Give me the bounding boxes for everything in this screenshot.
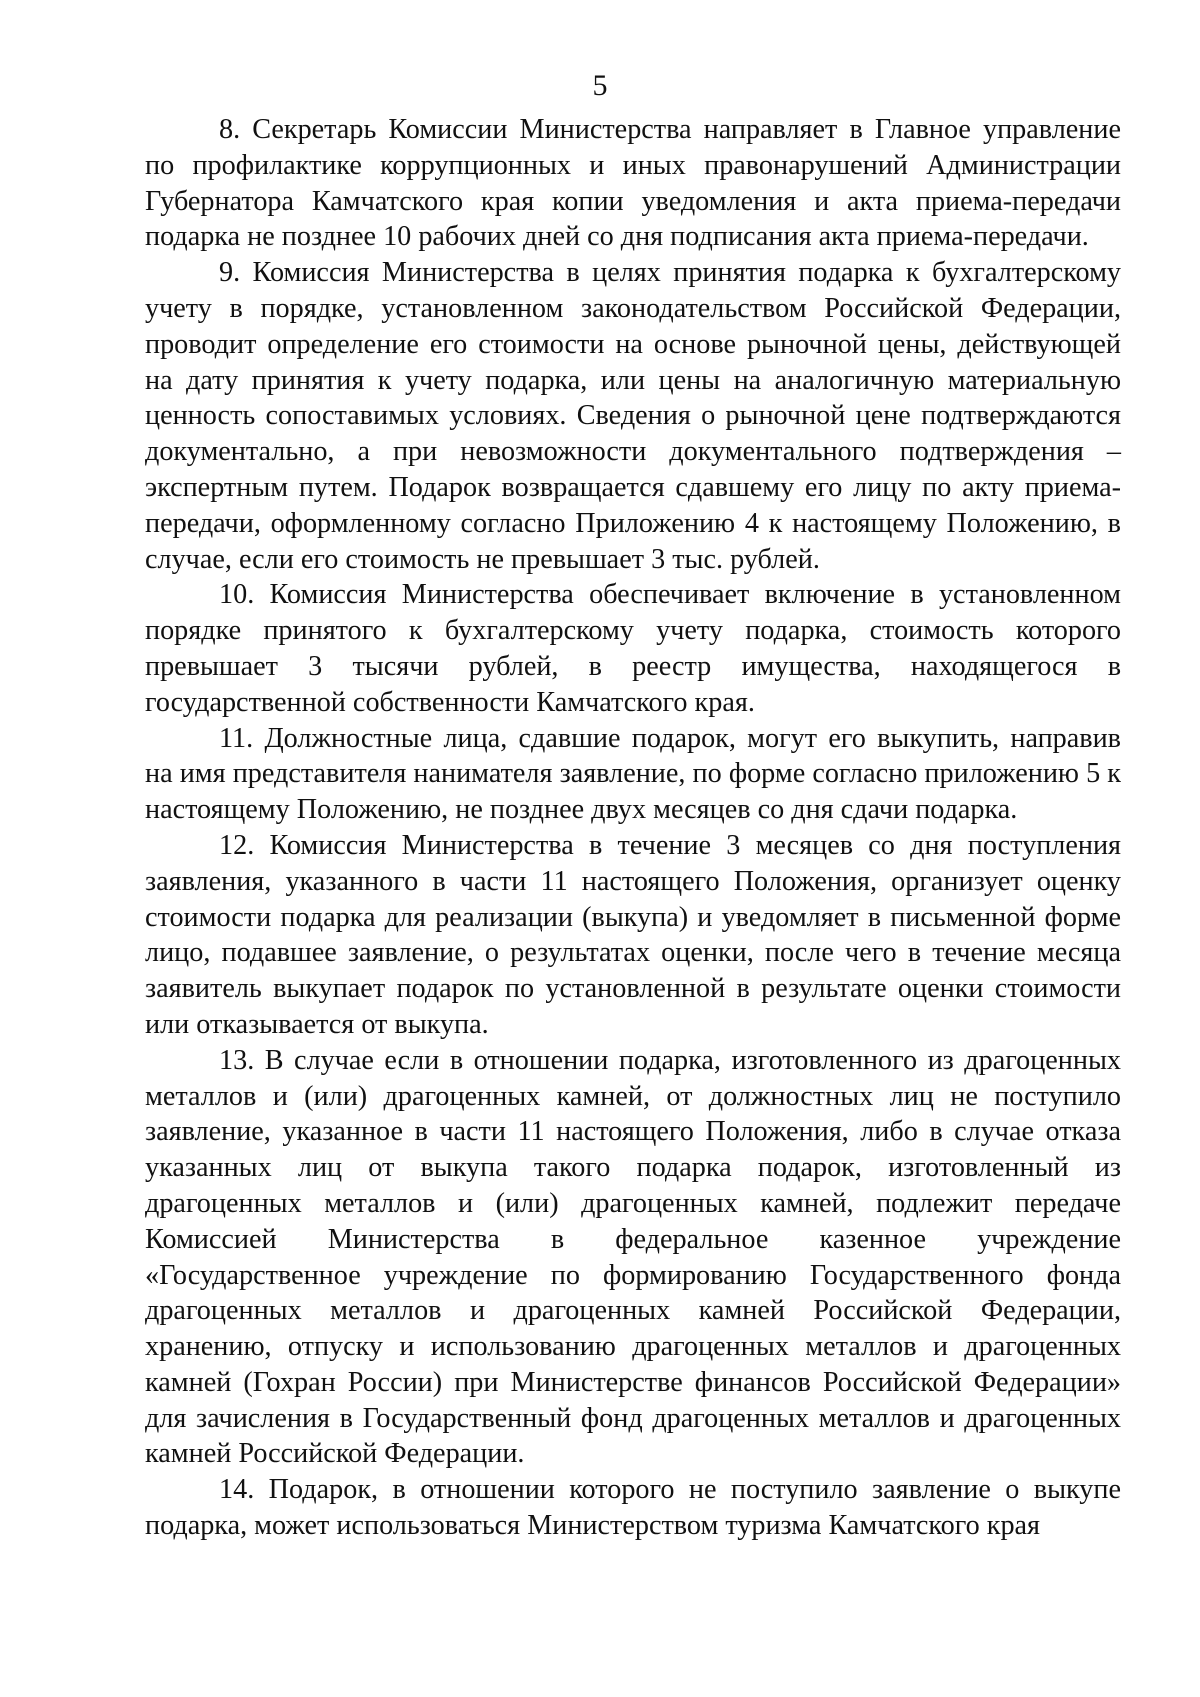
paragraph-13: 13. В случае если в отношении подарка, изготовленного из драгоценных металлов и (или) драгоценных камней, от должностных лиц не поступило заявление, указанное в части 11 настоящего Положения, либо в случае отказа указанных лиц от выкупа такого подарка подарок, изготовленный из драгоценных металлов и (или) драгоценных камней, подлежит передаче Комиссией Министерства в федеральное казенное учреждение «Государственное учреждение по формированию Государственного фонда драгоценных металлов и драгоценных камней Российской Федерации, хранению, отпуску и использованию драгоценных металлов и драгоценных камней (Гохран России) при Министерстве финансов Российской Федерации» для зачисления в Государственный фонд драгоценных металлов и драгоценных камней Российской Федерации. xyxy=(145,1044,1121,1470)
paragraph-8: 8. Секретарь Комиссии Министерства направляет в Главное управление по профилактике коррупционных и иных правонарушений Администрации Губернатора Камчатского края копии уведомления и акта приема-передачи подарка не позднее 10 рабочих дней со дня подписания акта приема-передачи. xyxy=(145,114,1121,253)
paragraph-11: 11. Должностные лица, сдавшие подарок, могут его выкупить, направив на имя представителя нанимателя заявление, по форме согласно приложению 5 к настоящему Положению, не позднее двух месяцев со дня сдачи подарка. xyxy=(145,722,1121,826)
document-body xyxy=(145,112,1121,1544)
paragraph-9: 9. Комиссия Министерства в целях принятия подарка к бухгалтерскому учету в порядке, установленном законодательством Российской Федерации, проводит определение его стоимости на основе рыночной цены, действующей на дату принятия к учету подарка, или цены на аналогичную материальную ценность сопоставимых условиях. Сведения о рыночной цене подтверждаются документально, а при невозможности документального подтверждения – экспертным путем. Подарок возвращается сдавшему его лицу по акту приема-передачи, оформленному согласно Приложению 4 к настоящему Положению, в случае, если его стоимость не превышает 3 тыс. рублей. xyxy=(145,257,1121,575)
paragraph-10: 10. Комиссия Министерства обеспечивает включение в установленном порядке принятого к бухгалтерскому учету подарка, стоимость которого превышает 3 тысячи рублей, в реестр имущества, находящегося в государственной собственности Камчатского края. xyxy=(145,579,1121,718)
paragraph-12: 12. Комиссия Министерства в течение 3 месяцев со дня поступления заявления, указанного в части 11 настоящего Положения, организует оценку стоимости подарка для реализации (выкупа) и уведомляет в письменной форме лицо, подавшее заявление, о результатах оценки, после чего в течение месяца заявитель выкупает подарок по установленной в результате оценки стоимости или отказывается от выкупа. xyxy=(145,829,1121,1040)
paragraph-14: 14. Подарок, в отношении которого не поступило заявление о выкупе подарка, может использоваться Министерством туризма Камчатского края xyxy=(145,1474,1121,1542)
page-number: 5 xyxy=(592,69,608,102)
